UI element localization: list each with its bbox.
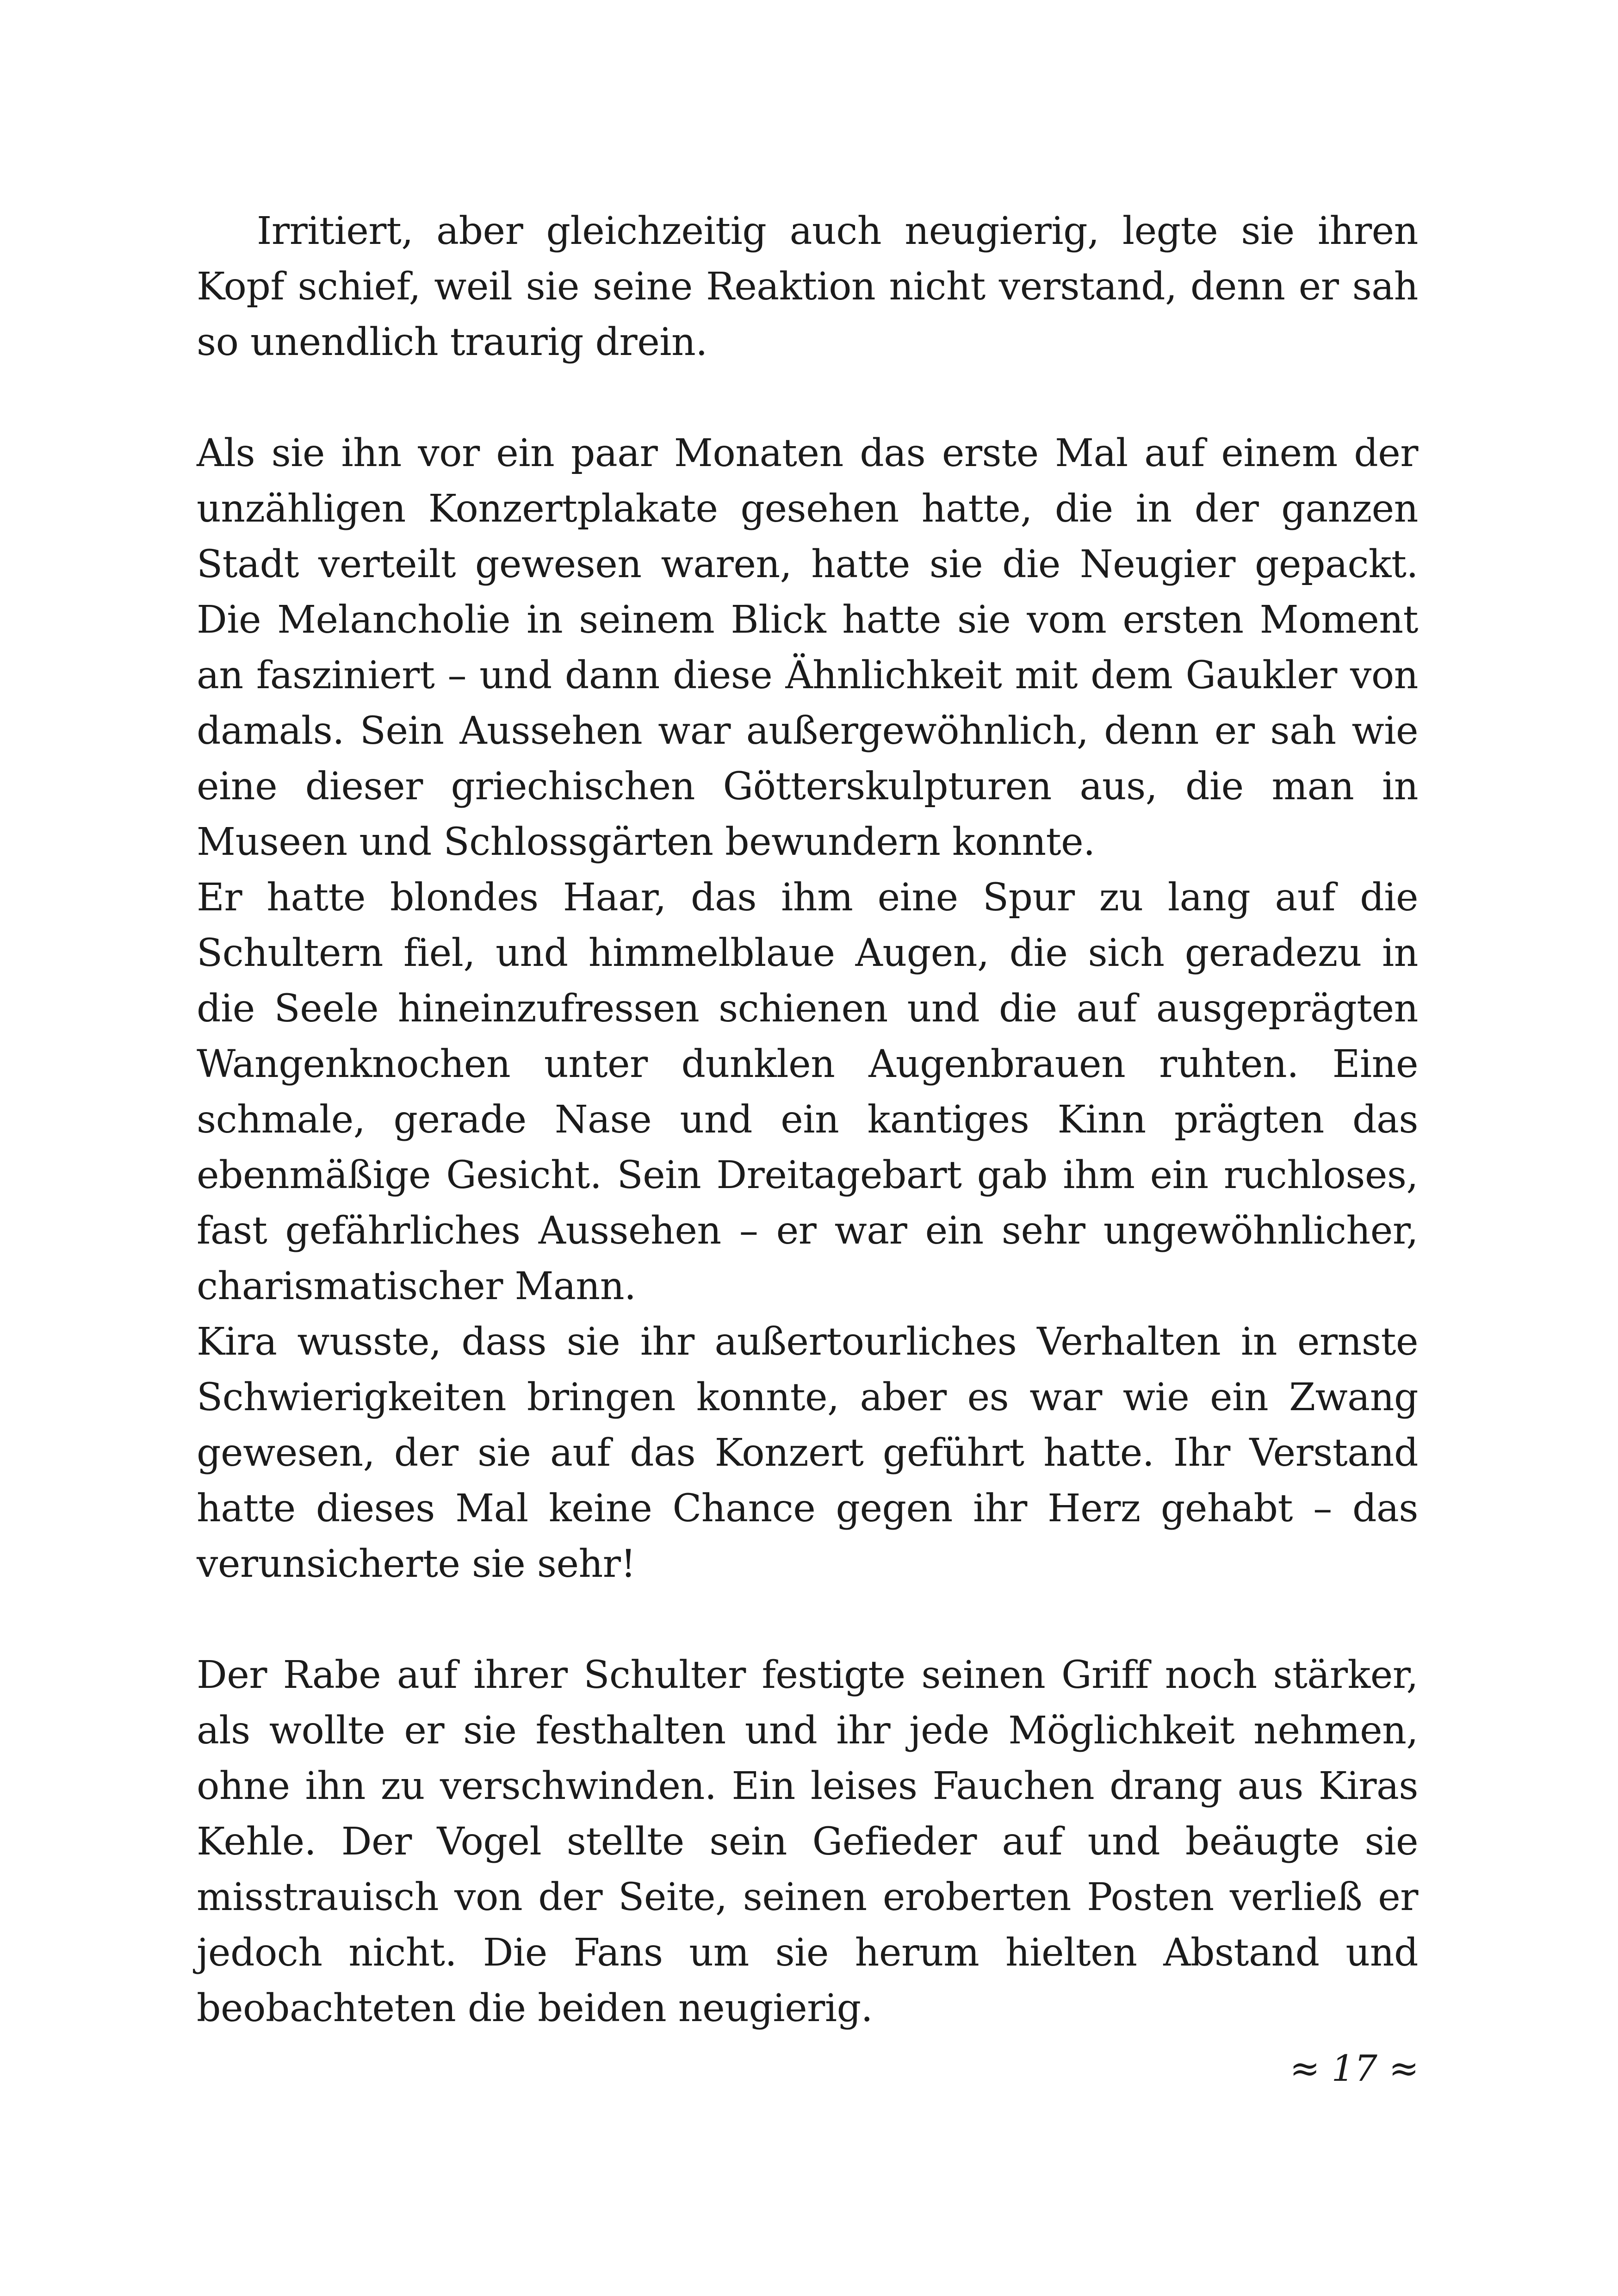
paragraph-5: Der Rabe auf ihrer Schulter festigte seinen Griff noch stärker, als wollte er sie festhalten und ihr jede Möglichkeit nehmen, ohne ihn zu verschwinden. Ein leises Fauchen drang aus Kiras Kehle. Der Vogel stellte sein Gefieder auf und beäugte sie misstrauisch von der Seite, seinen eroberten Posten verließ er jedoch nicht. Die Fans um sie herum hielten Abstand und beobachteten die beiden neugierig.	[197, 1653, 1418, 2030]
paragraph-3: Er hatte blondes Haar, das ihm eine Spur zu lang auf die Schultern fiel, und himmelblaue Augen, die sich geradezu in die Seele hineinzufressen schienen und die auf ausgeprägten Wangenknochen unter dunklen Augenbrauen ruhten. Eine schmale, gerade Nase und ein kantiges Kinn prägten das ebenmäßige Gesicht. Sein Dreitagebart gab ihm ein ruchloses, fast gefährliches Aussehen – er war ein sehr ungewöhnlicher, charismatischer Mann.	[197, 876, 1418, 1308]
paragraph-1: Irritiert, aber gleichzeitig auch neugierig, legte sie ihren Kopf schief, weil sie seine Reaktion nicht verstand, denn er sah so unendlich traurig drein.	[197, 209, 1418, 364]
paragraph-2: Als sie ihn vor ein paar Monaten das erste Mal auf einem der unzähligen Konzertplakate gesehen hatte, die in der ganzen Stadt verteilt gewesen waren, hatte sie die Neugier gepackt. Die Melancholie in seinem Blick hatte sie vom ersten Moment an fasziniert – und dann diese Ähnlichkeit mit dem Gaukler von damals. Sein Aussehen war außergewöhnlich, denn er sah wie eine dieser griechischen Götterskulpturen aus, die man in Museen und Schlossgärten bewundern konnte.	[197, 431, 1418, 864]
paragraph-4: Kira wusste, dass sie ihr außertourliches Verhalten in ernste Schwierigkeiten bringen konnte, aber es war wie ein Zwang gewesen, der sie auf das Konzert geführt hatte. Ihr Verstand hatte dieses Mal keine Chance gegen ihr Herz gehabt – das verunsicherte sie sehr!	[197, 1320, 1418, 1586]
page-body	[197, 204, 1418, 2036]
page-number: ≈ 17 ≈	[1289, 2048, 1419, 2090]
